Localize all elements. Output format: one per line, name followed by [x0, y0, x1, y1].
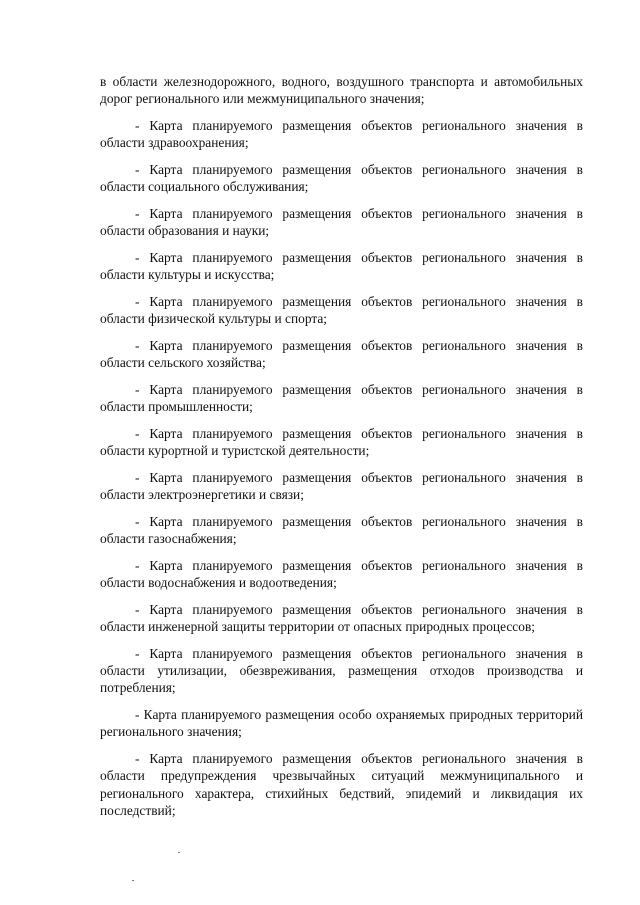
- scan-speck: [132, 880, 134, 881]
- list-item: - Карта планируемого размещения объектов регионального значения в области инженерной защиты территории от опасных природных процессов;: [100, 601, 583, 635]
- list-item: - Карта планируемого размещения объектов регионального значения в области водоснабжения и водоотведения;: [100, 557, 583, 591]
- list-item: - Карта планируемого размещения объектов регионального значения в области промышленности;: [100, 381, 583, 415]
- list-item: - Карта планируемого размещения особо охраняемых природных территорий регионального значения;: [100, 707, 583, 740]
- document-body: [100, 73, 583, 829]
- list-item: - Карта планируемого размещения объектов регионального значения в области утилизации, обезвреживания, размещения отходов производства и потребления;: [100, 645, 583, 696]
- list-item: - Карта планируемого размещения объектов регионального значения в области социального обслуживания;: [100, 161, 583, 195]
- list-item: - Карта планируемого размещения объектов регионального значения в области электроэнергетики и связи;: [100, 469, 583, 503]
- list-item: - Карта планируемого размещения объектов регионального значения в области курортной и туристской деятельности;: [100, 425, 583, 459]
- list-item: - Карта планируемого размещения объектов регионального значения в области сельского хозяйства;: [100, 337, 583, 371]
- intro-paragraph: в области железнодорожного, водного, воздушного транспорта и автомобильных дорог регионального или межмуниципального значения;: [100, 74, 583, 107]
- list-item: - Карта планируемого размещения объектов регионального значения в области физической культуры и спорта;: [100, 293, 583, 327]
- list-item: - Карта планируемого размещения объектов регионального значения в области здравоохранения;: [100, 117, 583, 151]
- list-item: - Карта планируемого размещения объектов регионального значения в области предупреждения чрезвычайных ситуаций межмуниципального и регионального характера, стихийных бедствий, эпидемий и ликвидация их последствий;: [100, 751, 583, 818]
- scan-speck: [178, 852, 180, 853]
- list-item: - Карта планируемого размещения объектов регионального значения в области культуры и искусства;: [100, 249, 583, 283]
- list-item: - Карта планируемого размещения объектов регионального значения в области образования и науки;: [100, 205, 583, 239]
- list-item: - Карта планируемого размещения объектов регионального значения в области газоснабжения;: [100, 513, 583, 547]
